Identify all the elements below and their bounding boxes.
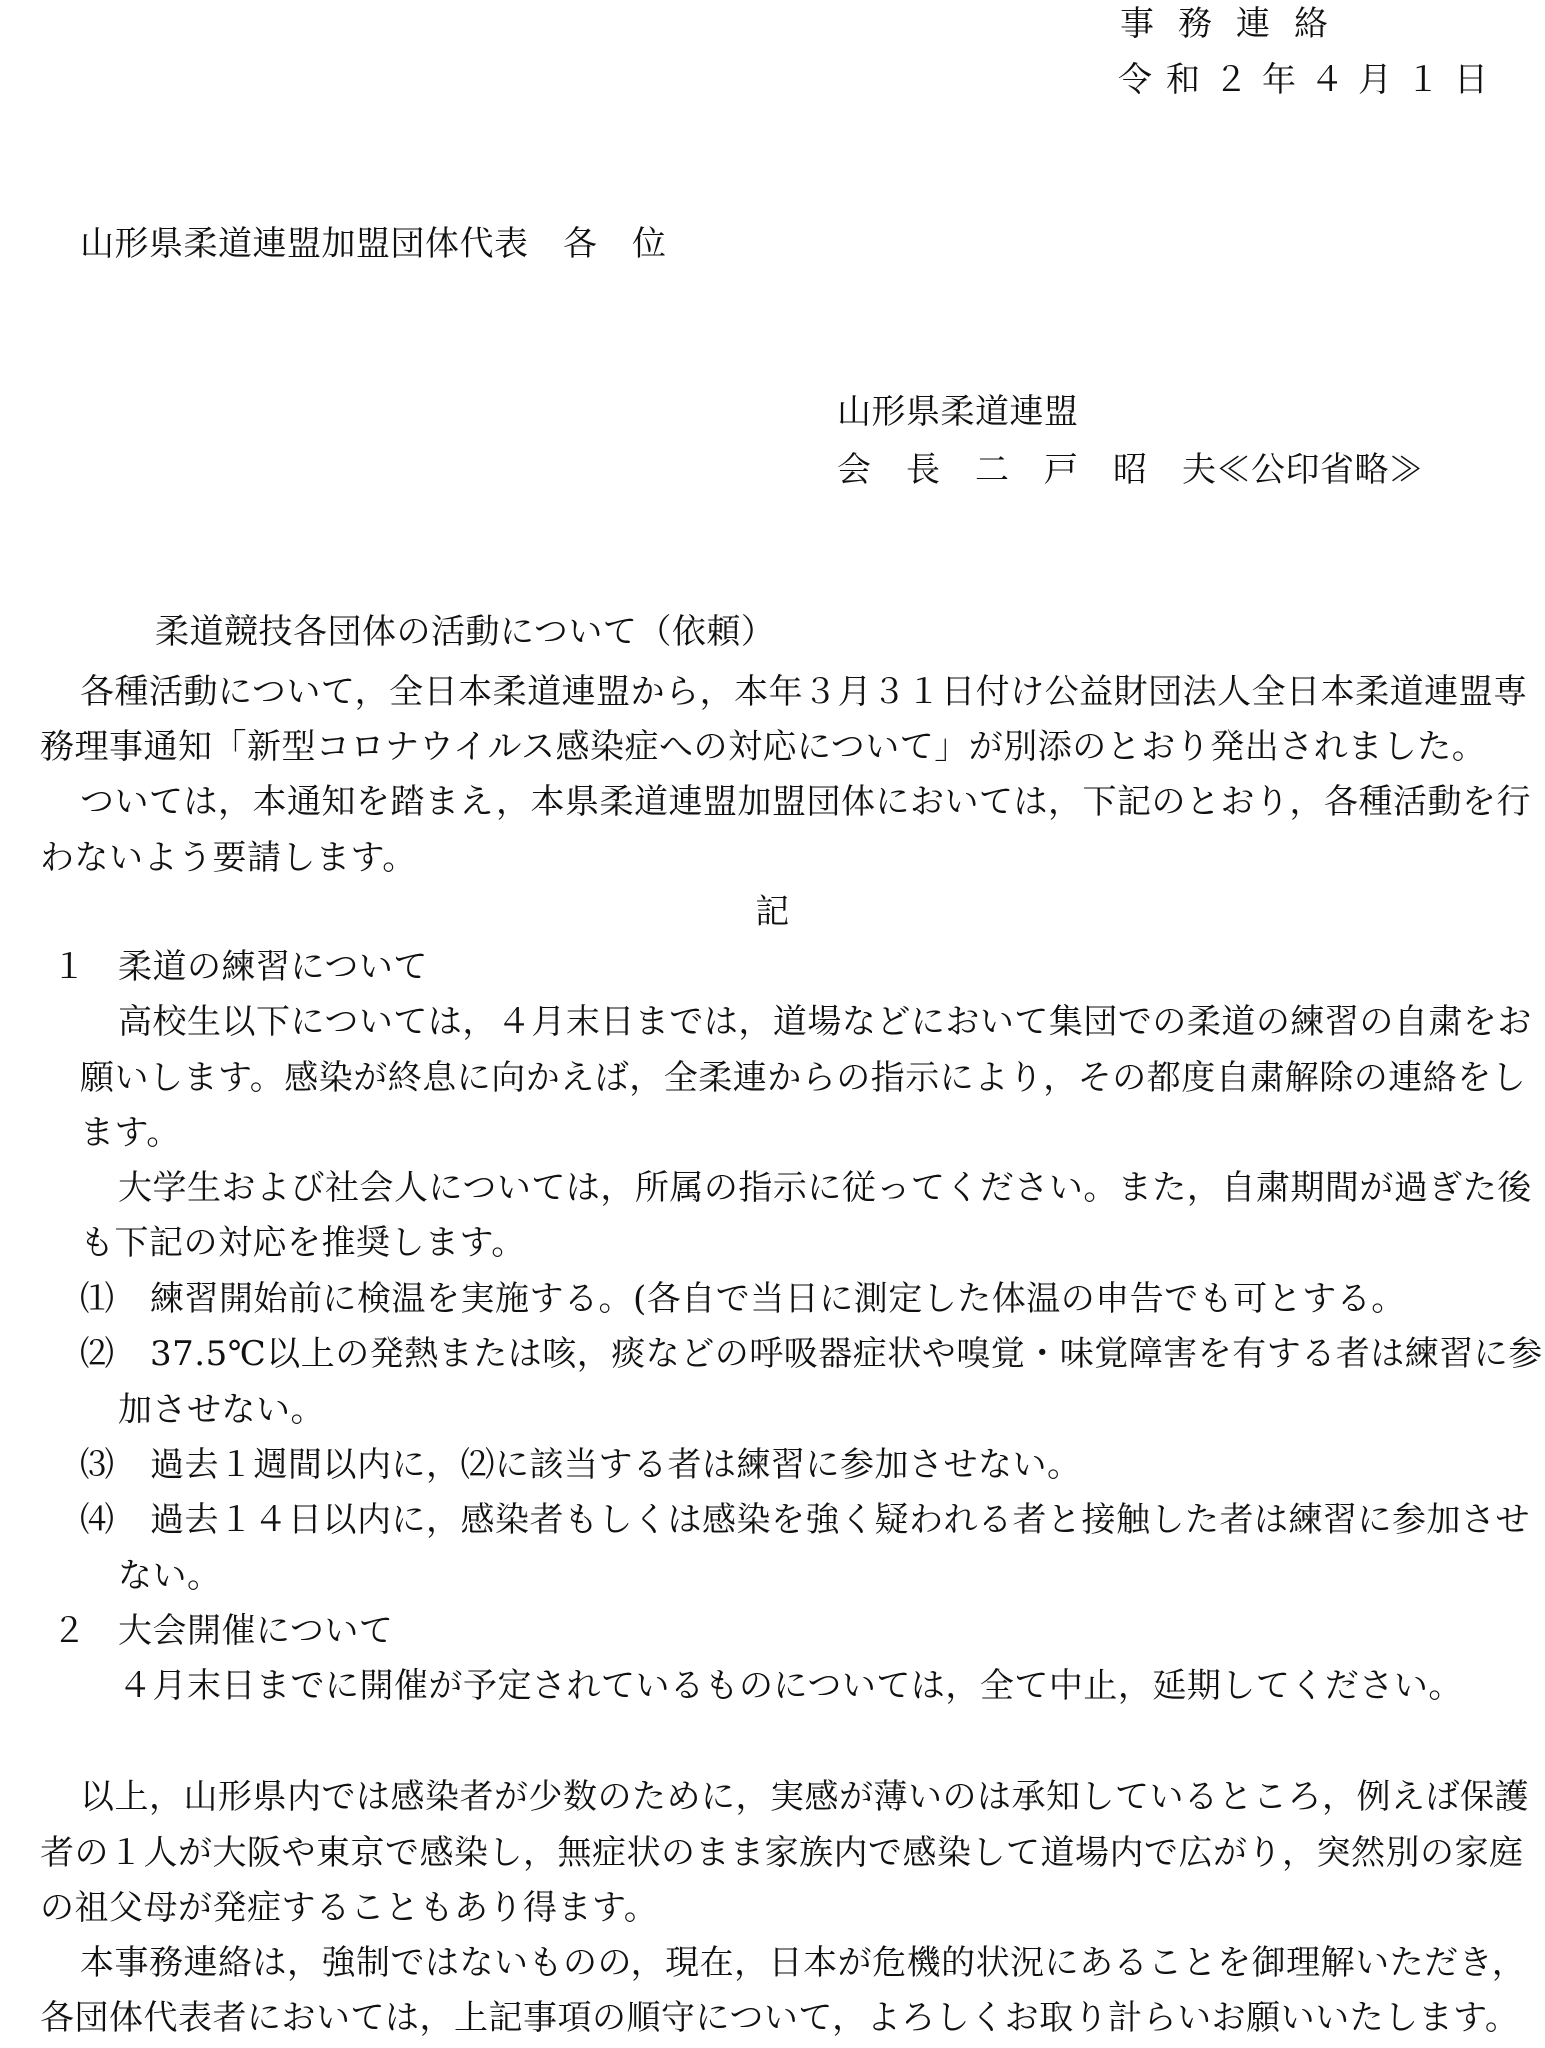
sender-organization: 山形県柔道連盟 xyxy=(837,392,1079,432)
closing-line: 以上，山形県内では感染者が少数のために，実感が薄いのは承知しているところ，例えば保護 xyxy=(80,1777,1529,1817)
intro-line: 各種活動について，全日本柔道連盟から，本年３月３１日付け公益財団法人全日本柔道連盟専 xyxy=(80,672,1528,712)
list-item-text: 37.5℃以上の発熱または咳，痰などの呼吸器症状や嗅覚・味覚障害を有する者は練習に参 xyxy=(150,1334,1543,1374)
list-item-number: ⑶ xyxy=(80,1445,115,1485)
list-item-number: ⑷ xyxy=(80,1500,115,1540)
sender-name: 会 長 二 戸 昭 夫≪公印省略≫ xyxy=(837,450,1424,490)
ki-label: 記 xyxy=(755,892,790,932)
closing-line: 各団体代表者においては，上記事項の順守について，よろしくお取り計らいお願いいたします。 xyxy=(40,1998,1520,2038)
list-item-text: 練習開始前に検温を実施する。(各自で当日に測定した体温の申告でも可とする。 xyxy=(150,1279,1406,1319)
list-item-text: 過去１週間以内に，⑵に該当する者は練習に参加させない。 xyxy=(150,1445,1082,1485)
intro-line: わないよう要請します。 xyxy=(40,838,417,878)
doc-date: 令和２年４月１日 xyxy=(1118,60,1502,100)
addressee: 山形県柔道連盟加盟団体代表 各 位 xyxy=(80,224,667,264)
section-number: １ xyxy=(52,947,87,987)
section1-para2-line: も下記の対応を推奨します。 xyxy=(80,1223,526,1263)
section1-para1-line: ます。 xyxy=(80,1113,181,1153)
closing-line: の祖父母が発症することもあり得ます。 xyxy=(40,1888,659,1928)
closing-line: 者の１人が大阪や東京で感染し，無症状のまま家族内で感染して道場内で広がり，突然別の家庭 xyxy=(40,1833,1524,1873)
section-number: ２ xyxy=(52,1611,87,1651)
list-item-number: ⑵ xyxy=(80,1334,115,1374)
closing-line: 本事務連絡は，強制ではないものの，現在，日本が危機的状況にあることを御理解いただき， xyxy=(80,1943,1527,1983)
list-item-number: ⑴ xyxy=(80,1279,115,1319)
section1-para1-line: 願いします。感染が終息に向かえば，全柔連からの指示により，その都度自粛解除の連絡をし xyxy=(80,1058,1527,1098)
section1-para1-line: 高校生以下については，４月末日までは，道場などにおいて集団での柔道の練習の自粛をお xyxy=(118,1002,1532,1042)
intro-line: 務理事通知「新型コロナウイルス感染症への対応について」が別添のとおり発出されました。 xyxy=(40,727,1487,767)
list-item-text: ない。 xyxy=(118,1556,222,1596)
list-item-text: 加させない。 xyxy=(118,1390,325,1430)
intro-line: ついては，本通知を踏まえ，本県柔道連盟加盟団体においては，下記のとおり，各種活動を行 xyxy=(80,782,1532,822)
section2-text: ４月末日までに開催が予定されているものについては，全て中止，延期してください。 xyxy=(118,1666,1463,1706)
section1-para2-line: 大学生および社会人については，所属の指示に従ってください。また，自粛期間が過ぎた後 xyxy=(118,1168,1532,1208)
section-heading: 大会開催について xyxy=(118,1611,394,1651)
section-heading: 柔道の練習について xyxy=(118,947,428,987)
doc-type-label: 事務連絡 xyxy=(1120,4,1352,44)
document-title: 柔道競技各団体の活動について（依頼） xyxy=(155,612,776,652)
list-item-text: 過去１４日以内に，感染者もしくは感染を強く疑われる者と接触した者は練習に参加させ xyxy=(150,1500,1530,1540)
